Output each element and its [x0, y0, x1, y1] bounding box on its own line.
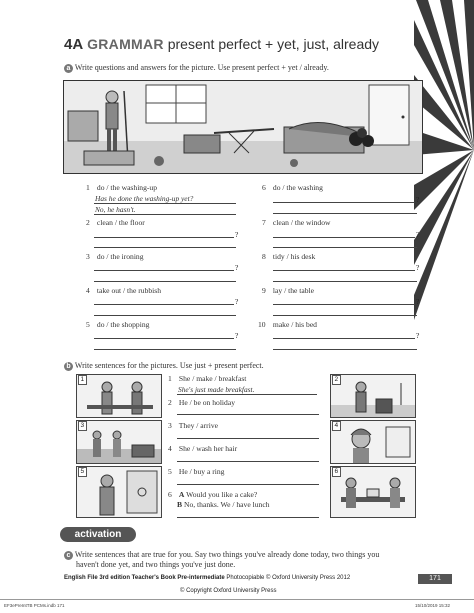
exercise-c-text-line1: Write sentences that are true for you. Say two things you've already done today, two things you [74, 550, 380, 559]
exercise-b-item-1-answer: She's just made breakfast. [178, 385, 255, 394]
item-prompt: do / the shopping [96, 320, 150, 329]
question-mark: ? [416, 230, 420, 239]
cake-illustration [331, 467, 415, 517]
item-prompt: lay / the table [272, 286, 315, 295]
hair-illustration [331, 421, 415, 463]
picture-number: 6 [332, 467, 341, 477]
slug-left: EF3ePreIntTB PCMs.indb 171 [4, 603, 65, 608]
item-prompt: tidy / his desk [272, 252, 316, 261]
item-number: 10 [258, 320, 266, 329]
answer-line[interactable] [177, 484, 319, 485]
item-number: 8 [262, 252, 266, 261]
answer-line[interactable] [94, 349, 236, 350]
exercise-b-item-6b [177, 500, 270, 509]
page-title [64, 36, 379, 53]
item-number: 3 [168, 421, 172, 430]
item-prompt: He / buy a ring [178, 467, 225, 476]
item-prompt: take out / the rubbish [96, 286, 162, 295]
item-number: 6 [262, 183, 266, 192]
picture-1 [76, 374, 162, 418]
answer-line[interactable] [177, 461, 319, 462]
slug-divider [0, 599, 474, 600]
item-prompt: do / the washing-up [96, 183, 158, 192]
picture-6 [330, 466, 416, 518]
exercise-a-item-4 [86, 286, 161, 295]
picture-number: 2 [332, 375, 341, 385]
exercise-b-instruction [64, 361, 264, 371]
activation-badge: activation [60, 527, 136, 542]
exercise-b-item-5 [168, 467, 224, 476]
page-number: 171 [418, 574, 452, 584]
exercise-a-item-10 [258, 320, 317, 329]
exercise-a-instruction [64, 63, 329, 73]
footer-copyright: © Copyright Oxford University Press [180, 588, 277, 594]
exercise-a-item-1-answer: No, he hasn't. [95, 205, 136, 214]
answer-line[interactable] [273, 281, 417, 282]
picture-5 [76, 466, 162, 518]
answer-line[interactable] [94, 237, 234, 238]
footer-credit [64, 575, 350, 581]
question-mark: ? [235, 331, 239, 340]
answer-line[interactable] [177, 438, 319, 439]
answer-line[interactable] [94, 281, 236, 282]
exercise-b-item-2 [168, 398, 235, 407]
item-prompt: No, thanks. We / have lunch [183, 500, 270, 509]
exercise-a-item-3 [86, 252, 144, 261]
item-number: 5 [168, 467, 172, 476]
exercise-a-item-9 [262, 286, 314, 295]
item-number: 4 [168, 444, 172, 453]
exercise-b-text: Write sentences for the pictures. Use just + present perfect. [74, 361, 264, 370]
exercise-b-item-3 [168, 421, 218, 430]
exercise-a-picture [63, 80, 423, 174]
answer-line[interactable] [94, 304, 234, 305]
answer-line [94, 214, 236, 215]
section-label: GRAMMAR [87, 36, 164, 52]
exercise-a-text: Write questions and answers for the picture. Use present perfect + yet / already. [74, 63, 329, 72]
speaker-b-label: B [177, 500, 183, 509]
exercise-a-item-5 [86, 320, 149, 329]
answer-line[interactable] [273, 202, 415, 203]
item-number: 5 [86, 320, 90, 329]
item-number: 2 [86, 218, 90, 227]
topic-label: present perfect + yet, just, already [167, 36, 380, 52]
footer-photocopiable: Photocopiable © Oxford University Press 2012 [226, 575, 351, 581]
exercise-c-badge: c [64, 551, 73, 560]
question-mark: ? [416, 263, 420, 272]
item-prompt: She / make / breakfast [178, 374, 247, 383]
item-number: 6 [168, 490, 172, 499]
question-mark: ? [235, 297, 239, 306]
exercise-c-text-line2: haven't done yet, and two things you've just done. [76, 560, 236, 569]
item-prompt: clean / the floor [96, 218, 145, 227]
answer-line[interactable] [94, 315, 236, 316]
ring-illustration [77, 467, 161, 517]
slug-right: 15/10/2019 15:32 [415, 603, 451, 608]
item-prompt: He / be on holiday [178, 398, 236, 407]
exercise-a-item-1-question: Has he done the washing-up yet? [95, 194, 194, 203]
exercise-b-item-1 [168, 374, 246, 383]
question-mark: ? [235, 230, 239, 239]
answer-line[interactable] [94, 247, 236, 248]
item-number: 2 [168, 398, 172, 407]
picture-4 [330, 420, 416, 464]
item-number: 9 [262, 286, 266, 295]
holiday-illustration [331, 375, 415, 417]
exercise-a-item-6 [262, 183, 323, 192]
answer-line[interactable] [273, 270, 415, 271]
speaker-a-label: A [178, 490, 185, 499]
item-number: 4 [86, 286, 90, 295]
item-prompt: make / his bed [272, 320, 317, 329]
exercise-a-item-8 [262, 252, 315, 261]
answer-line[interactable] [94, 270, 234, 271]
exercise-b-item-4 [168, 444, 237, 453]
item-prompt: They / arrive [178, 421, 218, 430]
answer-line[interactable] [177, 414, 319, 415]
picture-2 [330, 374, 416, 418]
exercise-b-item-6a [168, 490, 257, 499]
item-prompt: Would you like a cake? [186, 490, 258, 499]
breakfast-illustration [77, 375, 161, 417]
picture-number: 3 [78, 421, 87, 431]
exercise-b-badge: b [64, 362, 73, 371]
footer-book-title: English File 3rd edition Teacher's Book Pre-intermediate [64, 575, 225, 581]
answer-line[interactable] [177, 517, 319, 518]
item-number: 3 [86, 252, 90, 261]
answer-line [94, 203, 236, 204]
exercise-a-item-2 [86, 218, 145, 227]
question-mark: ? [416, 331, 420, 340]
question-mark: ? [235, 263, 239, 272]
sunburst-decoration [414, 0, 474, 330]
picture-3 [76, 420, 162, 464]
question-mark: ? [416, 195, 420, 204]
item-number: 1 [168, 374, 172, 383]
answer-line[interactable] [273, 247, 417, 248]
item-number: 1 [86, 183, 90, 192]
unit-code: 4A [64, 36, 84, 53]
exercise-a-badge: a [64, 64, 73, 73]
answer-line[interactable] [273, 213, 417, 214]
picture-number: 4 [332, 421, 341, 431]
answer-line[interactable] [273, 304, 415, 305]
picture-number: 1 [78, 375, 87, 385]
question-mark: ? [416, 297, 420, 306]
answer-line[interactable] [273, 349, 417, 350]
item-prompt: clean / the window [272, 218, 331, 227]
answer-line[interactable] [273, 237, 415, 238]
answer-line[interactable] [273, 338, 415, 339]
arrival-illustration [77, 421, 161, 463]
item-prompt: do / the washing [272, 183, 323, 192]
exercise-a-item-1 [86, 183, 157, 192]
item-prompt: She / wash her hair [178, 444, 238, 453]
answer-line[interactable] [94, 338, 234, 339]
item-prompt: do / the ironing [96, 252, 144, 261]
item-number: 7 [262, 218, 266, 227]
exercise-a-item-7 [262, 218, 330, 227]
exercise-c-instruction [64, 550, 379, 560]
answer-line [177, 394, 317, 395]
picture-number: 5 [78, 467, 87, 477]
answer-line[interactable] [273, 315, 417, 316]
messy-flat-illustration [64, 81, 422, 173]
